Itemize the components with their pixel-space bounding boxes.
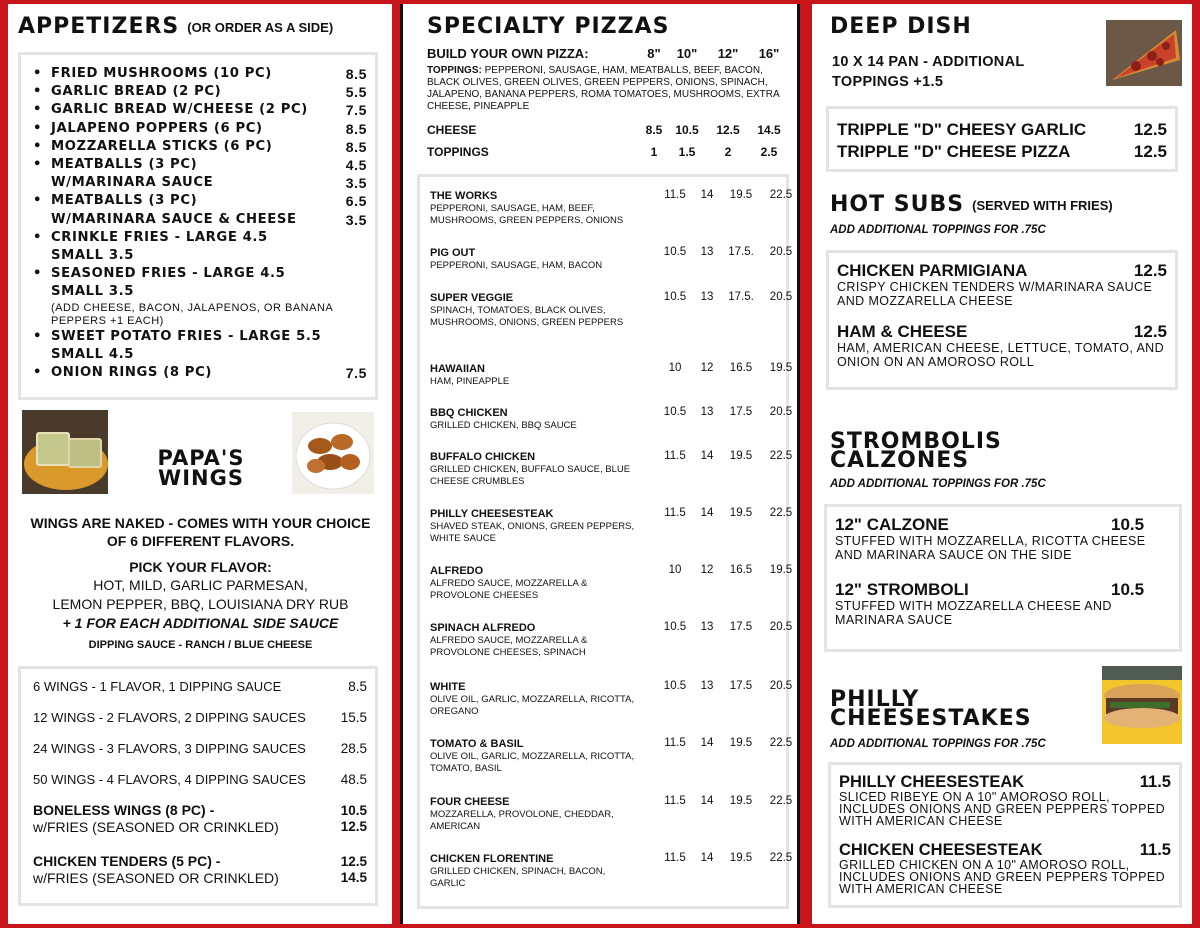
philly-note: ADD ADDITIONAL TOPPINGS FOR .75C xyxy=(830,738,1046,750)
wings-combo-price: 15.5 xyxy=(340,710,367,725)
appetizer-price-line2: 3.5 xyxy=(345,175,367,192)
specialty-pizza-item xyxy=(430,737,793,795)
strombolis-calzones-heading: STROMBOLIS CALZONES xyxy=(830,429,1002,473)
bullet-icon: • xyxy=(33,266,43,282)
build-your-own-section xyxy=(427,46,787,163)
pizza-description: SPINACH, TOMATOES, BLACK OLIVES, MUSHROOMS, ONIONS, GREEN PEPPERS xyxy=(430,305,624,328)
pizza-price: 14 xyxy=(700,852,714,864)
pizza-price: 14 xyxy=(700,795,714,807)
pizza-price: 14 xyxy=(700,737,714,749)
pizza-description: GRILLED CHICKEN, SPINACH, BACON, GARLIC xyxy=(430,866,606,889)
appetizer-item xyxy=(33,328,367,346)
appetizer-name: MOZZARELLA STICKS (6 PC) xyxy=(51,138,273,154)
appetizer-item xyxy=(33,120,367,138)
appetizer-item xyxy=(33,138,367,156)
cheesesteak-photo xyxy=(1102,666,1182,744)
stromboli-item: 12" STROMBOLI 10.5 STUFFED WITH MOZZARELLA CHEESE AND MARINARA SAUCE xyxy=(835,580,1145,627)
wings-combo-row xyxy=(33,772,367,787)
pizza-prices xyxy=(656,852,800,864)
appetizers-heading: APPETIZERS (OR ORDER AS A SIDE) xyxy=(18,14,334,39)
pizza-prices xyxy=(656,246,800,258)
calzone-item: 12" CALZONE 10.5 STUFFED WITH MOZZARELLA, RICOTTA CHEESE AND MARINARA SAUCE ON THE SIDE xyxy=(835,515,1146,562)
hot-sub-item: CHICKEN PARMIGIANA 12.5 CRISPY CHICKEN TENDERS W/MARINARA SAUCE AND MOZZARELLA CHEESE xyxy=(837,261,1167,308)
specialty-pizza-item xyxy=(430,450,793,507)
pizza-description: SHAVED STEAK, ONIONS, GREEN PEPPERS, WHITE SAUCE xyxy=(430,521,635,544)
appetizer-item-line2 xyxy=(33,174,367,192)
specialty-pizza-item xyxy=(430,795,793,852)
appetizer-price: 4.5 xyxy=(345,157,367,174)
appetizer-name-line2: SMALL 3.5 xyxy=(51,284,134,300)
pizza-name: FOUR CHEESE xyxy=(430,796,510,808)
appetizer-item xyxy=(33,364,367,382)
specialty-pizza-item xyxy=(430,291,793,362)
pizza-price: 16.5 xyxy=(729,564,753,576)
hot-subs-list xyxy=(826,250,1178,390)
appetizer-name: GARLIC BREAD W/CHEESE (2 PC) xyxy=(51,102,308,118)
pizza-price: 10 xyxy=(668,362,682,374)
wings-combo-price: 28.5 xyxy=(340,741,367,756)
appetizer-item xyxy=(33,65,367,83)
appetizer-name: MEATBALLS (3 PC) xyxy=(51,193,198,209)
wings-combo-name: 50 WINGS - 4 FLAVORS, 4 DIPPING SAUCES xyxy=(33,772,306,787)
appetizer-price xyxy=(327,328,367,346)
wings-heading: PAPA'S WINGS xyxy=(157,446,245,490)
pizza-price: 12 xyxy=(700,362,714,374)
deep-dish-pan-info: 10 X 14 PAN - ADDITIONAL TOPPINGS +1.5 xyxy=(832,54,1025,90)
hot-sub-item: HAM & CHEESE 12.5 HAM, AMERICAN CHEESE, LETTUCE, TOMATO, AND ONION ON AN AMOROSO ROLL xyxy=(837,322,1167,369)
pizza-name: PHILLY CHEESESTEAK xyxy=(430,508,554,520)
wings-combo-name: 6 WINGS - 1 FLAVOR, 1 DIPPING SAUCE xyxy=(33,679,282,694)
pizza-prices xyxy=(656,680,800,692)
pizza-price: 22.5 xyxy=(769,795,793,807)
wings-combo-row xyxy=(33,710,367,725)
pizza-name: SUPER VEGGIE xyxy=(430,292,514,304)
bullet-icon: • xyxy=(33,157,43,173)
pizza-price: 19.5 xyxy=(769,564,793,576)
appetizer-note: (ADD CHEESE, BACON, JALAPENOS, OR BANANA PEPPERS +1 EACH) xyxy=(51,301,333,327)
strombolis-list xyxy=(824,504,1182,652)
pizza-price: 13 xyxy=(700,406,714,418)
deep-dish-heading: DEEP DISH xyxy=(830,14,972,39)
philly-list xyxy=(828,762,1182,908)
appetizer-item-line2 xyxy=(33,247,367,265)
wings-combo-price: 48.5 xyxy=(340,772,367,787)
bullet-icon: • xyxy=(33,102,43,118)
specialty-pizza-item xyxy=(430,852,793,906)
pizza-price: 10.5 xyxy=(663,621,687,633)
pizza-description: MOZZARELLA, PROVOLONE, CHEDDAR, AMERICAN xyxy=(430,809,614,832)
pizza-prices xyxy=(656,795,800,807)
appetizer-item xyxy=(33,229,367,247)
pizza-price: 14 xyxy=(700,507,714,519)
pizza-price: 11.5 xyxy=(664,795,686,807)
appetizer-name: MEATBALLS (3 PC) xyxy=(51,157,198,173)
appetizer-name-line2: W/MARINARA SAUCE xyxy=(51,175,214,191)
pizza-price: 20.5 xyxy=(769,406,793,418)
appetizer-price: 7.5 xyxy=(345,102,367,119)
appetizer-item xyxy=(33,265,367,283)
appetizer-name-line2: W/MARINARA SAUCE & CHEESE xyxy=(51,211,297,227)
appetizer-item-line2 xyxy=(33,283,367,301)
wings-combo-row xyxy=(33,741,367,756)
appetizer-name: SWEET POTATO FRIES - LARGE 5.5 xyxy=(51,328,322,344)
pizza-prices xyxy=(656,737,800,749)
pizza-price: 17.5. xyxy=(728,246,754,258)
appetizer-price-line2 xyxy=(327,283,367,301)
pizza-name: SPINACH ALFREDO xyxy=(430,622,536,634)
appetizer-name-line2: SMALL 3.5 xyxy=(51,248,134,264)
wings-combo-name: 12 WINGS - 2 FLAVORS, 2 DIPPING SAUCES xyxy=(33,710,306,725)
pizza-price: 11.5 xyxy=(664,189,686,201)
appetizer-item xyxy=(33,192,367,210)
deep-dish-subs-column xyxy=(812,4,1192,924)
pizza-price: 13 xyxy=(700,291,714,303)
pizza-name: BBQ CHICKEN xyxy=(430,407,508,419)
pizza-prices xyxy=(656,362,800,374)
pizza-description: GRILLED CHICKEN, BUFFALO SAUCE, BLUE CHEESE CRUMBLES xyxy=(430,464,631,487)
hot-subs-note: ADD ADDITIONAL TOPPINGS FOR .75C xyxy=(830,224,1046,236)
pizza-price: 11.5 xyxy=(664,507,686,519)
specialty-pizzas-column xyxy=(400,4,800,924)
appetizer-price: 5.5 xyxy=(345,84,367,101)
bullet-icon: • xyxy=(33,120,43,136)
pizza-description: GRILLED CHICKEN, BBQ SAUCE xyxy=(430,420,577,431)
pizza-description: ALFREDO SAUCE, MOZZARELLA & PROVOLONE CHEESES xyxy=(430,578,588,601)
pizza-price: 20.5 xyxy=(769,291,793,303)
specialty-pizza-item xyxy=(430,246,793,291)
bullet-icon: • xyxy=(33,365,43,381)
pizza-prices xyxy=(656,291,800,303)
appetizer-name: CRINKLE FRIES - LARGE 4.5 xyxy=(51,229,268,245)
pizza-prices xyxy=(656,189,800,201)
pizza-price: 19.5 xyxy=(729,795,753,807)
deep-dish-item: TRIPPLE "D" CHEESY GARLIC 12.5 xyxy=(837,120,1167,139)
appetizer-item-line2 xyxy=(33,211,367,229)
byo-toppings-list: TOPPINGS: PEPPERONI, SAUSAGE, HAM, MEATBALLS, BEEF, BACON, BLACK OLIVES, GREEN OLIVES, GREEN PEPPERS, ONIONS, SPINACH, JALAPENO, BANANA PEPPERS, ROMA TOMATOES, MUSHROOMS, EXTRA CHEESE, PINEAPPLE xyxy=(427,65,780,112)
pizza-description: HAM, PINEAPPLE xyxy=(430,376,510,387)
pizza-price: 14 xyxy=(700,450,714,462)
pizza-price: 20.5 xyxy=(769,680,793,692)
bullet-icon: • xyxy=(33,229,43,245)
hot-subs-subtitle: (SERVED WITH FRIES) xyxy=(972,197,1113,213)
appetizer-price-line2: 3.5 xyxy=(345,211,367,228)
philly-cheesesteaks-heading: PHILLY CHEESESTAKES xyxy=(830,687,1032,731)
specialty-pizza-item xyxy=(430,564,793,621)
wings-price-list xyxy=(18,666,378,906)
appetizer-price: 8.5 xyxy=(345,120,367,137)
pizza-price: 10.5 xyxy=(663,246,687,258)
pizza-name: HAWAIIAN xyxy=(430,363,485,375)
specialty-pizza-item xyxy=(430,362,793,406)
appetizer-item xyxy=(33,83,367,101)
appetizers-list xyxy=(18,52,378,400)
pizza-price: 20.5 xyxy=(769,246,793,258)
appetizer-price xyxy=(327,229,367,247)
strombolis-note: ADD ADDITIONAL TOPPINGS FOR .75C xyxy=(830,478,1046,490)
appetizer-item xyxy=(33,101,367,119)
byo-size-row: BUILD YOUR OWN PIZZA: 8" 10" 12" 16" xyxy=(427,46,780,61)
wings-photo xyxy=(292,412,374,494)
pizza-price: 22.5 xyxy=(769,737,793,749)
specialty-pizza-list xyxy=(417,174,793,909)
garlic-bread-photo xyxy=(22,410,108,494)
appetizer-name: SEASONED FRIES - LARGE 4.5 xyxy=(51,266,286,282)
pizza-description: OLIVE OIL, GARLIC, MOZZARELLA, RICOTTA, OREGANO xyxy=(430,694,635,717)
boneless-wings-fries-row: w/FRIES (SEASONED OR CRINKLED) 12.5 xyxy=(33,819,367,835)
philly-item: PHILLY CHEESESTEAK 11.5 SLICED RIBEYE ON A 10" AMOROSO ROLL, INCLUDES ONIONS AND GREEN PEPPERS TOPPED WITH AMERICAN CHEESE xyxy=(839,773,1171,828)
pizza-price: 17.5 xyxy=(729,621,753,633)
pizza-price: 20.5 xyxy=(769,621,793,633)
pizza-price: 10 xyxy=(668,564,682,576)
chicken-tenders-fries-row: w/FRIES (SEASONED OR CRINKLED) 14.5 xyxy=(33,870,367,886)
wings-combo-price: 8.5 xyxy=(348,679,367,694)
pizza-price: 13 xyxy=(700,621,714,633)
wings-combo-name: 24 WINGS - 3 FLAVORS, 3 DIPPING SAUCES xyxy=(33,741,306,756)
appetizer-name: JALAPENO POPPERS (6 PC) xyxy=(51,120,263,136)
appetizer-name: ONION RINGS (8 PC) xyxy=(51,365,212,381)
appetizer-price: 8.5 xyxy=(345,66,367,82)
pizza-price: 16.5 xyxy=(729,362,753,374)
appetizer-price: 6.5 xyxy=(345,193,367,210)
appetizer-price: 8.5 xyxy=(345,138,367,155)
appetizer-price: 7.5 xyxy=(345,365,367,382)
pizza-name: TOMATO & BASIL xyxy=(430,738,524,750)
specialty-pizza-item xyxy=(430,621,793,680)
specialty-pizza-item xyxy=(430,680,793,737)
deep-dish-item: TRIPPLE "D" CHEESE PIZZA 12.5 xyxy=(837,142,1167,161)
bullet-icon: • xyxy=(33,66,43,81)
pizza-name: PIG OUT xyxy=(430,247,476,259)
pizza-price: 19.5 xyxy=(769,362,793,374)
pizza-price: 11.5 xyxy=(664,852,686,864)
appetizer-price-line2 xyxy=(327,346,367,364)
pizza-price: 13 xyxy=(700,680,714,692)
pizza-prices xyxy=(656,564,800,576)
pizza-name: THE WORKS xyxy=(430,190,498,202)
pizza-name: BUFFALO CHICKEN xyxy=(430,451,536,463)
byo-toppings-row: TOPPINGS 1 1.5 2 2.5 xyxy=(427,145,778,159)
pizza-prices xyxy=(656,406,800,418)
appetizers-subtitle: (OR ORDER AS A SIDE) xyxy=(187,19,334,35)
bullet-icon: • xyxy=(33,193,43,209)
pizza-price: 11.5 xyxy=(664,450,686,462)
pizza-prices xyxy=(656,450,800,462)
boneless-wings-row: BONELESS WINGS (8 PC) - 10.5 xyxy=(33,802,367,818)
deep-dish-list xyxy=(826,106,1178,172)
wings-description: WINGS ARE NAKED - COMES WITH YOUR CHOICE OF 6 DIFFERENT FLAVORS. PICK YOUR FLAVOR: HOT, MILD, GARLIC PARMESAN, LEMON PEPPER, BBQ, LOUISIANA DRY RUB + 1 FOR EACH ADDITIONAL SIDE SAUCE DIPPING SAUCE - RANCH / BLUE CHEESE xyxy=(30,515,371,651)
pizza-price: 19.5 xyxy=(729,189,753,201)
pizza-price: 22.5 xyxy=(769,852,793,864)
pizza-description: PEPPERONI, SAUSAGE, HAM, BACON xyxy=(430,260,603,271)
pizza-price: 22.5 xyxy=(769,450,793,462)
pizza-price: 11.5 xyxy=(664,737,686,749)
pizza-price: 10.5 xyxy=(663,291,687,303)
hot-subs-heading: HOT SUBS (SERVED WITH FRIES) xyxy=(830,192,1113,217)
appetizer-price-line2 xyxy=(327,247,367,265)
appetizer-item-line2 xyxy=(33,346,367,364)
pizza-description: OLIVE OIL, GARLIC, MOZZARELLA, RICOTTA, TOMATO, BASIL xyxy=(430,751,635,774)
pizza-price: 14 xyxy=(700,189,714,201)
appetizer-item xyxy=(33,156,367,174)
pizza-price: 12 xyxy=(700,564,714,576)
specialty-pizza-item xyxy=(430,189,793,246)
pizza-price: 10.5 xyxy=(663,406,687,418)
specialty-pizza-item xyxy=(430,406,793,450)
pizza-prices xyxy=(656,507,800,519)
pizza-name: ALFREDO xyxy=(430,565,484,577)
bullet-icon: • xyxy=(33,84,43,100)
pizza-price: 10.5 xyxy=(663,680,687,692)
pizza-price: 17.5. xyxy=(728,291,754,303)
specialty-pizzas-heading: SPECIALTY PIZZAS xyxy=(427,14,670,39)
pizza-price: 13 xyxy=(700,246,714,258)
pizza-price: 19.5 xyxy=(729,852,753,864)
wings-combo-row xyxy=(33,679,367,694)
pizza-description: PEPPERONI, SAUSAGE, HAM, BEEF, MUSHROOMS, GREEN PEPPERS, ONIONS xyxy=(430,203,624,226)
pizza-price: 19.5 xyxy=(729,450,753,462)
appetizers-wings-column xyxy=(8,4,392,924)
specialty-pizza-item xyxy=(430,507,793,564)
pizza-description: ALFREDO SAUCE, MOZZARELLA & PROVOLONE CHEESES, SPINACH xyxy=(430,635,588,658)
pizza-name: WHITE xyxy=(430,681,466,693)
deep-dish-pizza-photo xyxy=(1106,20,1182,86)
pizza-price: 17.5 xyxy=(729,406,753,418)
chicken-tenders-row: CHICKEN TENDERS (5 PC) - 12.5 xyxy=(33,853,367,869)
pizza-name: CHICKEN FLORENTINE xyxy=(430,853,554,865)
pizza-price: 22.5 xyxy=(769,507,793,519)
bullet-icon: • xyxy=(33,138,43,154)
byo-cheese-row: CHEESE 8.5 10.5 12.5 14.5 xyxy=(427,123,781,137)
appetizer-name: GARLIC BREAD (2 PC) xyxy=(51,84,222,100)
pizza-price: 19.5 xyxy=(729,737,753,749)
pizza-prices xyxy=(656,621,800,633)
pizza-price: 19.5 xyxy=(729,507,753,519)
philly-item: CHICKEN CHEESESTEAK 11.5 GRILLED CHICKEN ON A 10" AMOROSO ROLL, INCLUDES ONIONS AND GREEN PEPPERS TOPPED WITH AMERICAN CHEESE xyxy=(839,841,1171,896)
appetizer-price xyxy=(327,265,367,283)
pizza-price: 22.5 xyxy=(769,189,793,201)
appetizer-name-line2: SMALL 4.5 xyxy=(51,346,134,362)
pizza-price: 17.5 xyxy=(729,680,753,692)
bullet-icon: • xyxy=(33,328,43,344)
appetizer-name: FRIED MUSHROOMS (10 PC) xyxy=(51,66,272,81)
